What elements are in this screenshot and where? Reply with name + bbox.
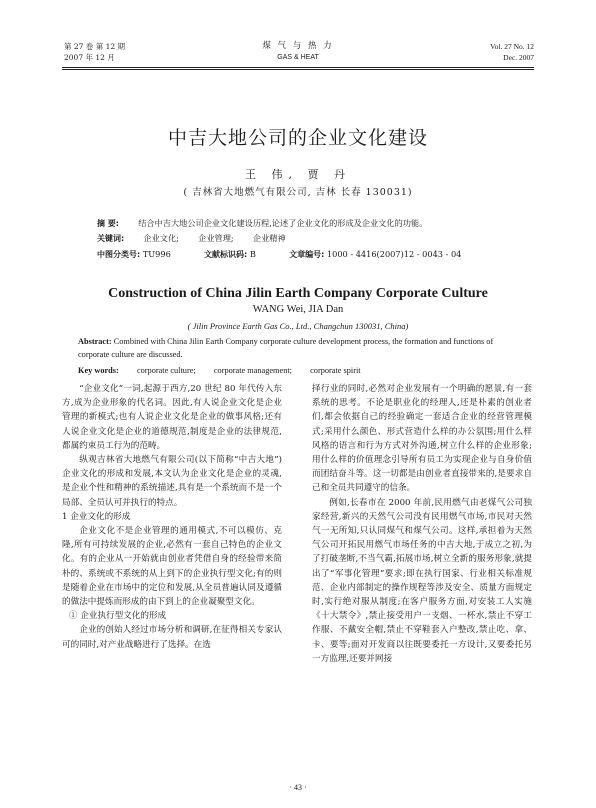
volume-issue-cn: 第 27 卷 第 12 期 — [64, 42, 126, 51]
clc-value: TU996 — [142, 249, 171, 259]
article-number-label: 文章编号: — [289, 250, 325, 259]
page-number: · 43 · — [289, 783, 307, 792]
header-rule — [62, 67, 534, 68]
keywords-en — [78, 364, 518, 377]
journal-name-cn: 煤 气 与 热 力 — [262, 41, 334, 51]
paragraph-continued: 择行业的同时,必然对企业发展有一个明确的愿景,有一套系统的思考。不论是职业化的经理人,还是朴素的创业者们,都会依据自己的经验确定一套适合企业的经营管理模式;采用什么颜色、形式营造什么样的办公氛围;用什么样风格的语言和行为方式对外沟通,树立什么样的企业形象;用什么样的价值理念引导所有员工为实现企业与自身价值而团结奋斗等。这一切都是由创业者直接带来的,是要求自己和全员共同遵守的信条。 — [312, 384, 532, 494]
body-column-left — [62, 382, 282, 652]
keyword-cn: 企业文化; — [143, 233, 179, 243]
abstract-en-label: Abstract: — [78, 337, 112, 346]
body-column-right — [312, 382, 532, 666]
article-number-value: 1000 - 4416(2007)12 - 0043 - 04 — [326, 249, 462, 259]
abstract-en — [78, 335, 518, 361]
running-header-right — [490, 41, 534, 63]
keyword-en: corporate spirit — [310, 366, 361, 375]
abstract-en-text: Combined with China Jilin Earth Company corporate culture development process, the formation and functions of corporate culture are discussed. — [78, 337, 494, 359]
paragraph: 例如,长春市在 2000 年前,民用燃气由老煤气公司独家经营,新兴的天然气公司没有民用燃气市场,市民对天然气一无所知,只认同煤气和煤气公司。这样,承担着为天然气公司开拓民用燃气市场任务的中吉大地,于成立之初,为了打破垄断,不当气霸,拓展市场,树立全新的服务形象,就提出了“军事化管理”要求;即在执行国家、行业相关标准规范、企业内部制定的操作规程等涉及安全、质量方面规定时,实行绝对服从制度;在客户服务方面,对安装工人实施《十大禁令》,禁止接受用户一支烟、一杯水,禁止不穿工作服、不戴安全帽,禁止不穿鞋套入户整改,禁止吃、拿、卡、要等;面对开发商以往既要委托一方设计,又要委托另一方监理,还要并网接 — [312, 497, 532, 664]
date-cn: 2007 年 12 月 — [64, 53, 115, 62]
keyword-cn: 企业精神 — [252, 233, 286, 243]
doc-code-value: B — [249, 249, 256, 259]
authors-en: WANG Wei, JIA Dan — [252, 304, 344, 315]
classification-line — [97, 247, 517, 262]
header-rule-thin — [62, 69, 534, 70]
keywords-en-label: Key words: — [78, 366, 119, 375]
date-en: Dec. 2007 — [503, 53, 534, 62]
affiliation-cn: ( 吉林省大地燃气有限公司, 吉林 长春 130031) — [183, 187, 413, 198]
keywords-cn — [97, 231, 517, 246]
volume-issue-en: Vol. 27 No. 12 — [490, 42, 534, 51]
abstract-cn-label: 摘 要: — [97, 219, 119, 228]
paragraph: 纵观吉林省大地燃气有限公司(以下简称“中吉大地”)企业文化的形成和发展,本文认为企业文化是企业的灵魂,是企业个性和精神的系统描述,具有是一个系统而不是一个局部、全员认可并执行的特点。 — [62, 455, 282, 508]
authors-cn: 王 伟, 贾 丹 — [245, 168, 351, 181]
keyword-cn: 企业管理; — [198, 233, 234, 243]
journal-name-en: GAS & HEAT — [277, 54, 319, 61]
paragraph: “企业文化”一词,起源于西方,20 世纪 80 年代传入东方,成为企业形象的代名词。因此,有人说企业文化是企业管理的新模式;也有人说企业文化是企业的做事风格;还有人说企业文化是企业的道德规范,制度是企业的法律规范,都属约束员工行为的范畴。 — [62, 384, 282, 451]
article-title-en: Construction of China Jilin Earth Company Corporate Culture — [108, 286, 488, 301]
clc-label: 中图分类号: — [97, 250, 141, 259]
subsection-heading: ① 企业执行型文化的形成 — [68, 611, 167, 622]
affiliation-en: ( Jilin Province Earth Gas Co., Ltd., Changchun 130031, China) — [187, 321, 409, 331]
keyword-en: corporate culture; — [136, 366, 196, 375]
paragraph: 企业文化不是企业管理的通用模式,不可以模仿、克隆,所有可持续发展的企业,必然有一套自己特色的企业文化。有的企业从一开始就由创业者凭借自身的经验带来简朴的、系统或不系统的从上到下的企业执行型文化;有的则是随着企业在市场中的定位和发展,从全员普遍认同及遵循的做法中提炼而形成的由下到上的企业凝聚型文化。 — [62, 526, 282, 608]
keywords-cn-label: 关键词: — [97, 234, 125, 243]
article-title-cn: 中吉大地公司的企业文化建设 — [167, 127, 428, 149]
abstract-cn-text: 结合中吉大地公司企业文化建设历程,论述了企业文化的形成及企业文化的功能。 — [138, 218, 428, 228]
keyword-en: corporate management; — [213, 366, 292, 375]
abstract-cn — [97, 216, 517, 231]
doc-code-label: 文献标识码: — [204, 250, 248, 259]
section-heading: 1 企业文化的形成 — [62, 511, 131, 522]
paragraph: 企业的创始人经过市场分析和调研,在征得相关专家认可的同时,对产业战略进行了选择。在选 — [62, 625, 282, 650]
